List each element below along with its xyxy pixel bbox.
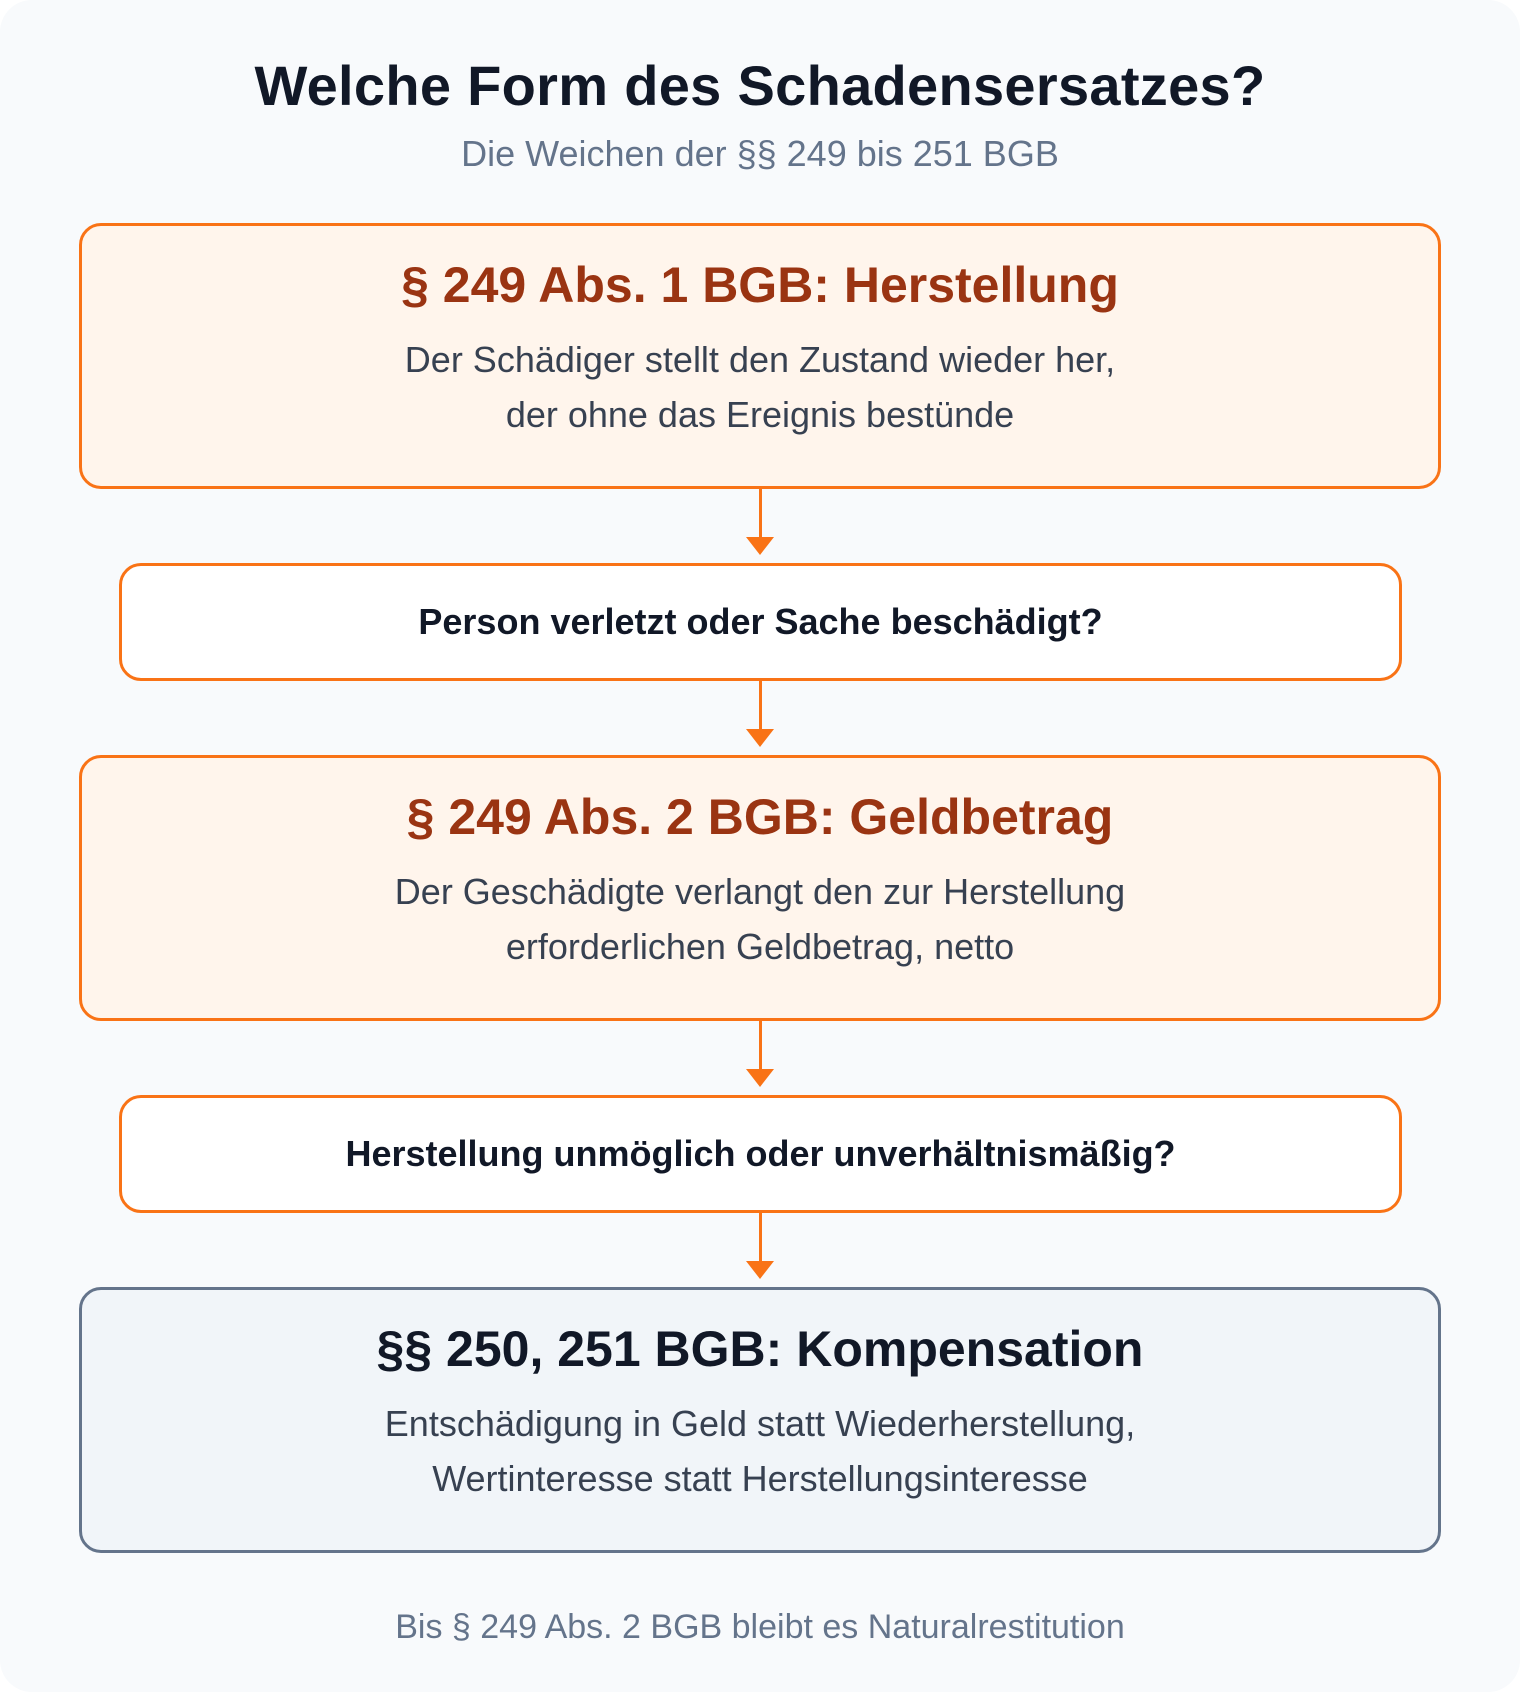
geldbetrag-description [82,864,1438,974]
diagram-subtitle: Die Weichen der §§ 249 bis 251 BGB [461,133,1059,174]
geldbetrag-description-line-2: erforderlichen Geldbetrag, netto [505,926,1015,967]
question-text: Person verletzt oder Sache beschädigt? [418,601,1103,642]
herstellung-description [82,332,1438,442]
herstellung-heading: § 249 Abs. 1 BGB: Herstellung [401,257,1119,313]
geldbetrag-box [79,755,1441,1021]
question-box-person-or-thing [119,563,1402,681]
geldbetrag-heading: § 249 Abs. 2 BGB: Geldbetrag [406,789,1114,845]
question-box-impossible-or-disproportionate [119,1095,1402,1213]
footnote: Bis § 249 Abs. 2 BGB bleibt es Naturalrestitution [395,1608,1125,1646]
kompensation-box [79,1287,1441,1553]
herstellung-box [79,223,1441,489]
kompensation-description [82,1396,1438,1506]
kompensation-description-line-1: Entschädigung in Geld statt Wiederherstellung, [384,1403,1136,1444]
geldbetrag-description-line-1: Der Geschädigte verlangt den zur Herstellung [394,871,1126,912]
herstellung-description-line-1: Der Schädiger stellt den Zustand wieder her, [404,339,1116,380]
kompensation-heading: §§ 250, 251 BGB: Kompensation [376,1321,1144,1377]
kompensation-description-line-2: Wertinteresse statt Herstellungsinteresse [432,1458,1088,1499]
question-text: Herstellung unmöglich oder unverhältnismäßig? [345,1133,1176,1174]
herstellung-description-line-2: der ohne das Ereignis bestünde [505,394,1015,435]
diagram-title: Welche Form des Schadensersatzes? [254,54,1266,117]
